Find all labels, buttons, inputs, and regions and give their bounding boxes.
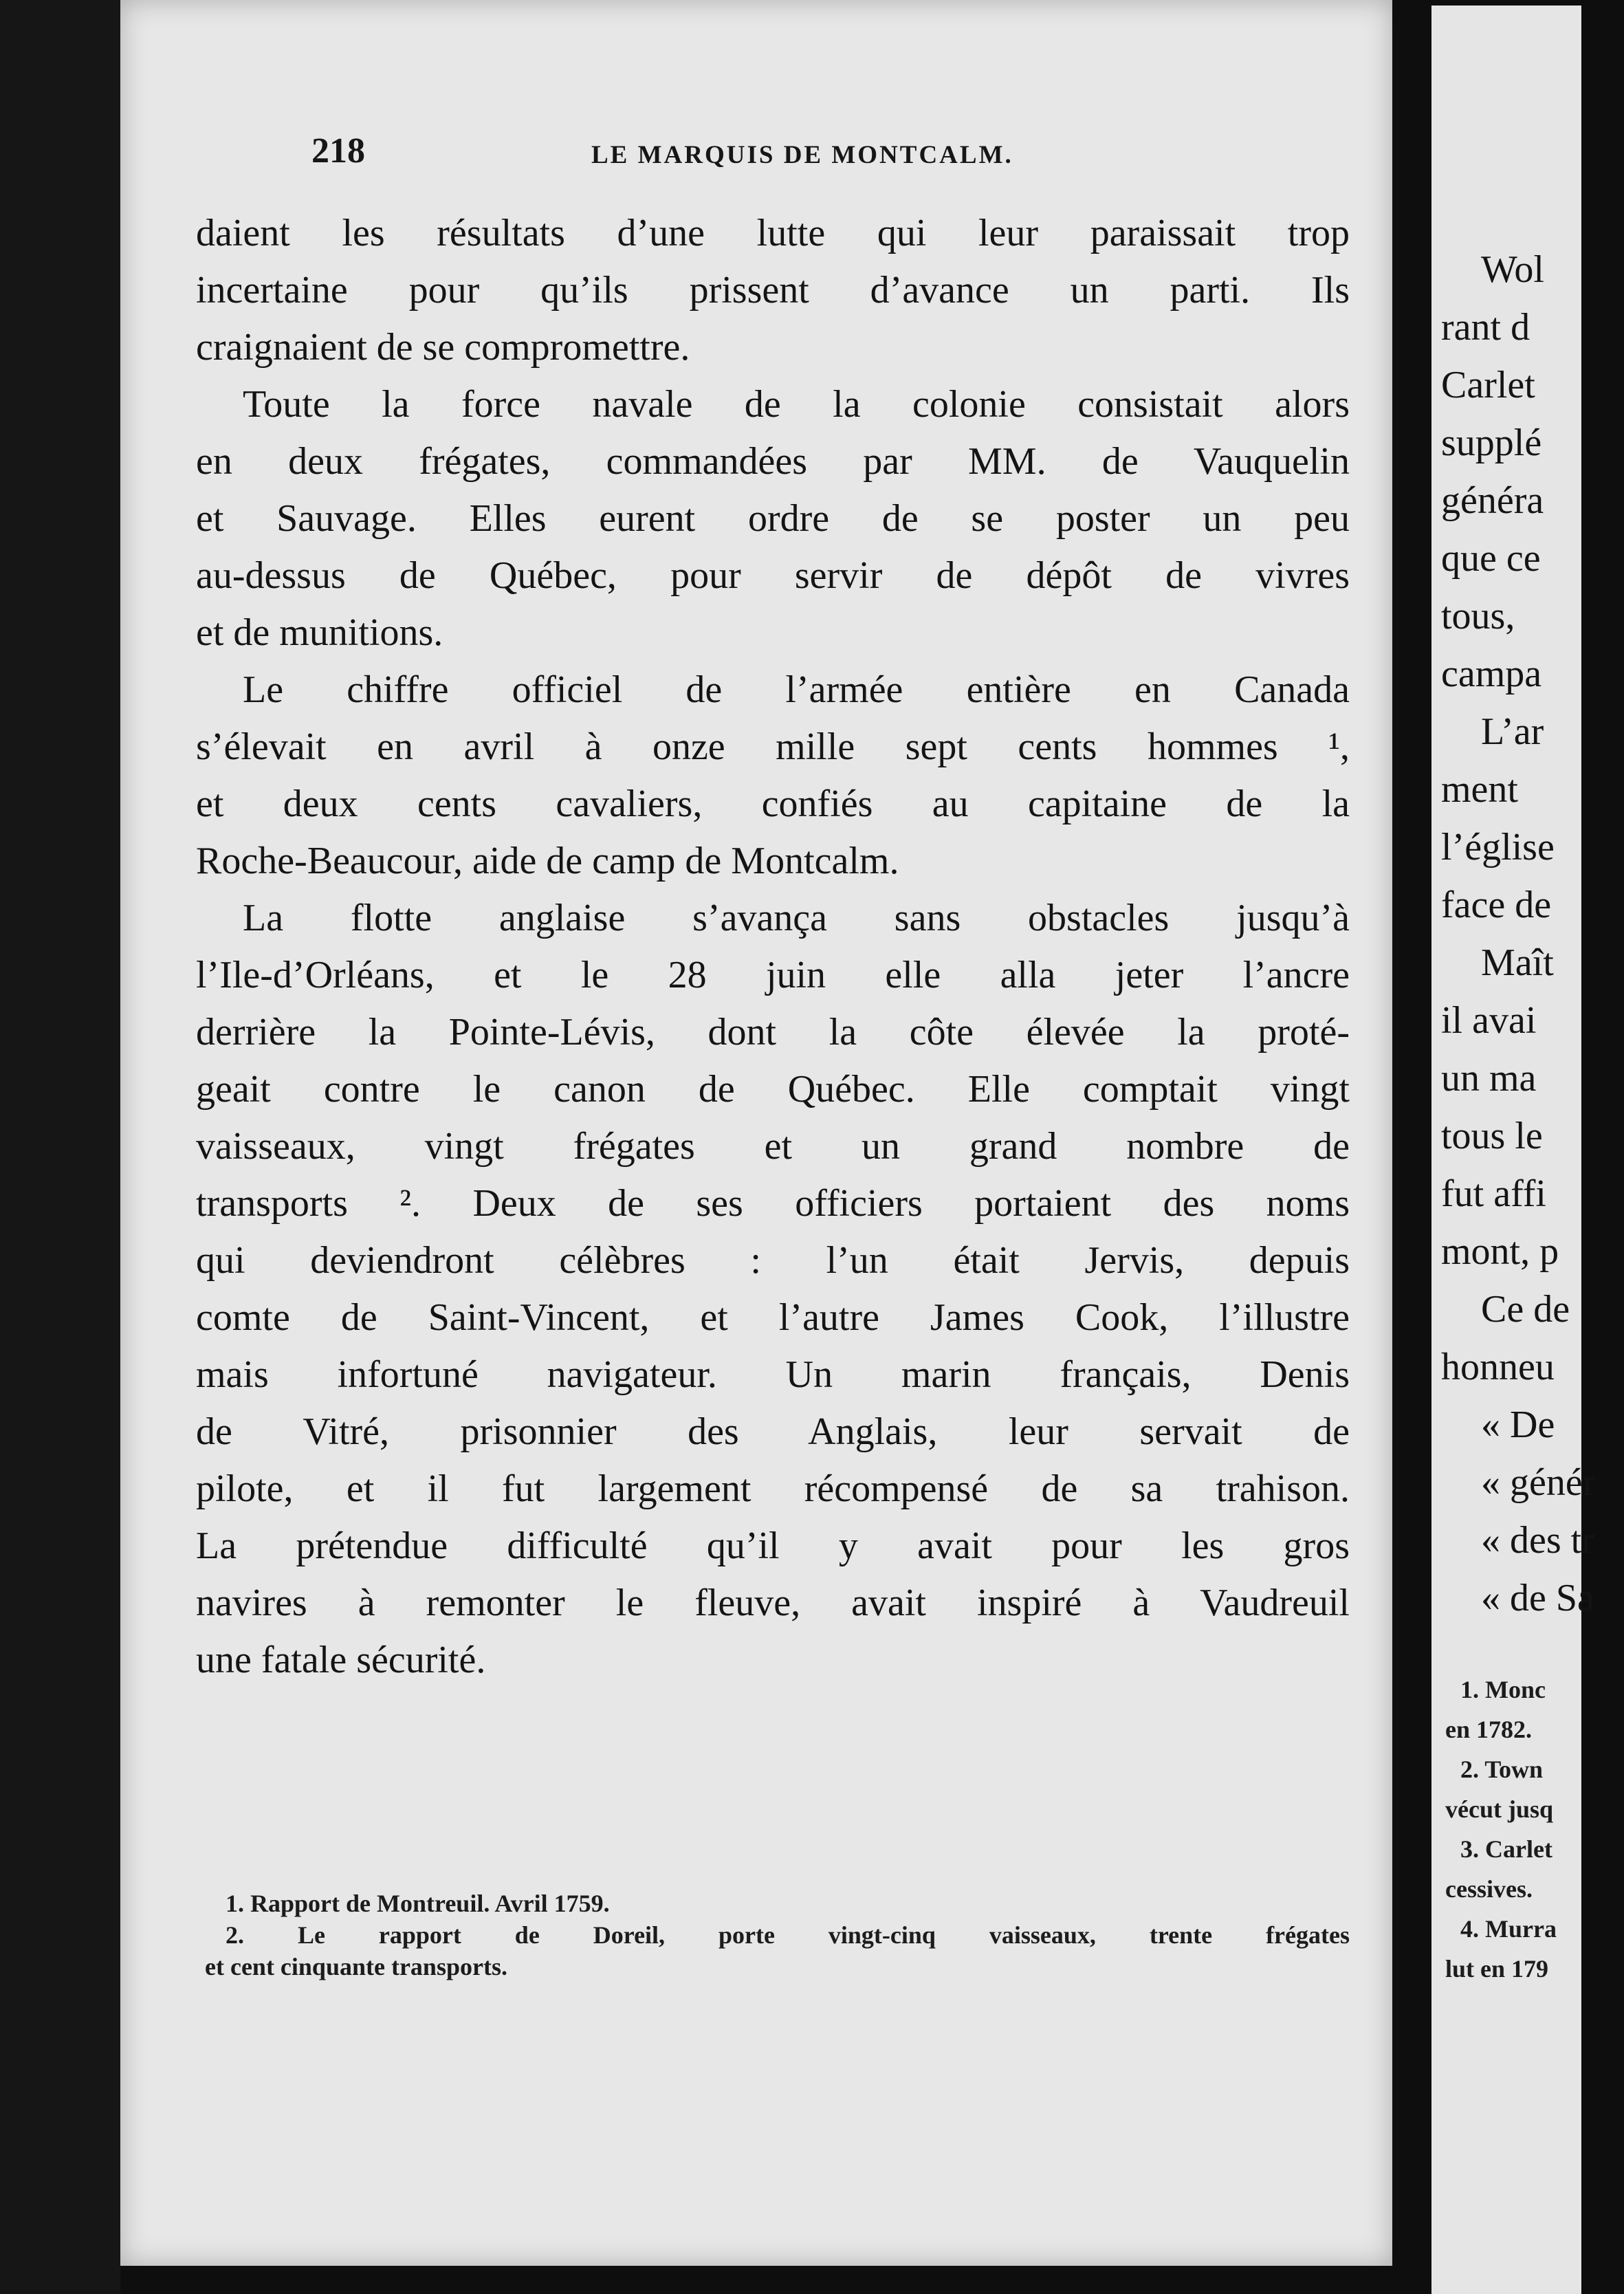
footnote: vécut jusq (1445, 1795, 1554, 1823)
text-line: rant d (1441, 306, 1530, 349)
text-line: Toute la force navale de la colonie consistait alors (243, 383, 1350, 426)
footnote: 2. Le rapport de Doreil, porte vingt-cinq vaisseaux, trente frégates (226, 1921, 1350, 1949)
text-line: pilote, et il fut largement récompensé de sa trahison. (196, 1467, 1350, 1510)
text-line: l’église (1441, 826, 1555, 869)
text-line: « des tr (1481, 1519, 1594, 1562)
text-line: « De (1481, 1403, 1555, 1446)
text-line: « de Sa (1481, 1577, 1594, 1619)
scan-margin-left (0, 0, 120, 2294)
right-footnotes (1445, 1670, 1624, 1989)
text-line: L’ar (1481, 710, 1544, 753)
text-line: qui deviendront célèbres : l’un était Jervis, depuis (196, 1239, 1350, 1282)
body-text (196, 205, 1350, 1689)
text-line: un ma (1441, 1057, 1537, 1100)
footnotes (205, 1888, 1350, 1982)
page-number: 218 (311, 131, 365, 171)
running-head (120, 131, 1392, 186)
text-line: s’élevait en avril à onze mille sept cents hommes ¹, (196, 725, 1350, 768)
text-line: et Sauvage. Elles eurent ordre de se poster un peu (196, 497, 1350, 540)
footnote: 1. Monc (1460, 1676, 1546, 1703)
text-line: en deux frégates, commandées par MM. de Vauquelin (196, 440, 1350, 483)
text-line: il avai (1441, 999, 1537, 1042)
text-line: mont, p (1441, 1230, 1559, 1273)
footnote: 2. Town (1460, 1756, 1544, 1783)
text-line: Maît (1481, 941, 1554, 984)
text-line: ment (1441, 768, 1518, 811)
text-line: daient les résultats d’une lutte qui leur paraissait trop (196, 212, 1350, 254)
text-line: vaisseaux, vingt frégates et un grand nombre de (196, 1125, 1350, 1168)
text-line: derrière la Pointe-Lévis, dont la côte élevée la proté- (196, 1011, 1350, 1053)
text-line: une fatale sécurité. (196, 1639, 486, 1681)
text-line: craignaient de se compromettre. (196, 326, 690, 369)
footnote: 1. Rapport de Montreuil. Avril 1759. (226, 1890, 610, 1917)
footnote: lut en 179 (1445, 1955, 1549, 1982)
text-line: Wol (1481, 248, 1544, 291)
text-line: La prétendue difficulté qu’il y avait pour les gros (196, 1525, 1350, 1567)
text-line: au-dessus de Québec, pour servir de dépôt de vivres (196, 554, 1350, 597)
right-page-fragment (1431, 6, 1596, 2294)
text-line: généra (1441, 479, 1544, 522)
text-line: que ce (1441, 537, 1541, 580)
text-line: navires à remonter le fleuve, avait inspiré à Vaudreuil (196, 1582, 1350, 1624)
footnote: 4. Murra (1460, 1915, 1557, 1943)
text-line: et de munitions. (196, 611, 443, 654)
text-line: « génér (1481, 1461, 1596, 1504)
running-title: LE MARQUIS DE MONTCALM. (591, 141, 1013, 169)
text-line: Ce de (1481, 1288, 1570, 1331)
footnote: et cent cinquante transports. (205, 1953, 507, 1980)
text-line: La flotte anglaise s’avança sans obstacles jusqu’à (243, 897, 1350, 939)
text-line: campa (1441, 653, 1542, 695)
text-line: comte de Saint-Vincent, et l’autre James Cook, l’illustre (196, 1296, 1350, 1339)
text-line: supplé (1441, 422, 1542, 464)
text-line: face de (1441, 884, 1552, 926)
text-line: l’Ile-d’Orléans, et le 28 juin elle alla jeter l’ancre (196, 954, 1350, 996)
footnote: en 1782. (1445, 1716, 1532, 1743)
text-line: et deux cents cavaliers, confiés au capitaine de la (196, 783, 1350, 825)
text-line: Carlet (1441, 364, 1535, 406)
text-line: honneu (1441, 1346, 1555, 1388)
text-line: de Vitré, prisonnier des Anglais, leur servait de (196, 1410, 1350, 1453)
text-line: Roche-Beaucour, aide de camp de Montcalm. (196, 840, 899, 882)
text-line: incertaine pour qu’ils prissent d’avance un parti. Ils (196, 269, 1350, 312)
text-line: tous, (1441, 595, 1515, 637)
text-line: transports ². Deux de ses officiers portaient des noms (196, 1182, 1350, 1225)
footnote: 3. Carlet (1460, 1835, 1552, 1863)
text-line: tous le (1441, 1115, 1543, 1157)
right-body-text (1441, 241, 1620, 1627)
text-line: Le chiffre officiel de l’armée entière en Canada (243, 668, 1350, 711)
text-line: fut affi (1441, 1172, 1546, 1215)
text-line: mais infortuné navigateur. Un marin français, Denis (196, 1353, 1350, 1396)
footnote: cessives. (1445, 1875, 1533, 1903)
text-line: geait contre le canon de Québec. Elle comptait vingt (196, 1068, 1350, 1111)
